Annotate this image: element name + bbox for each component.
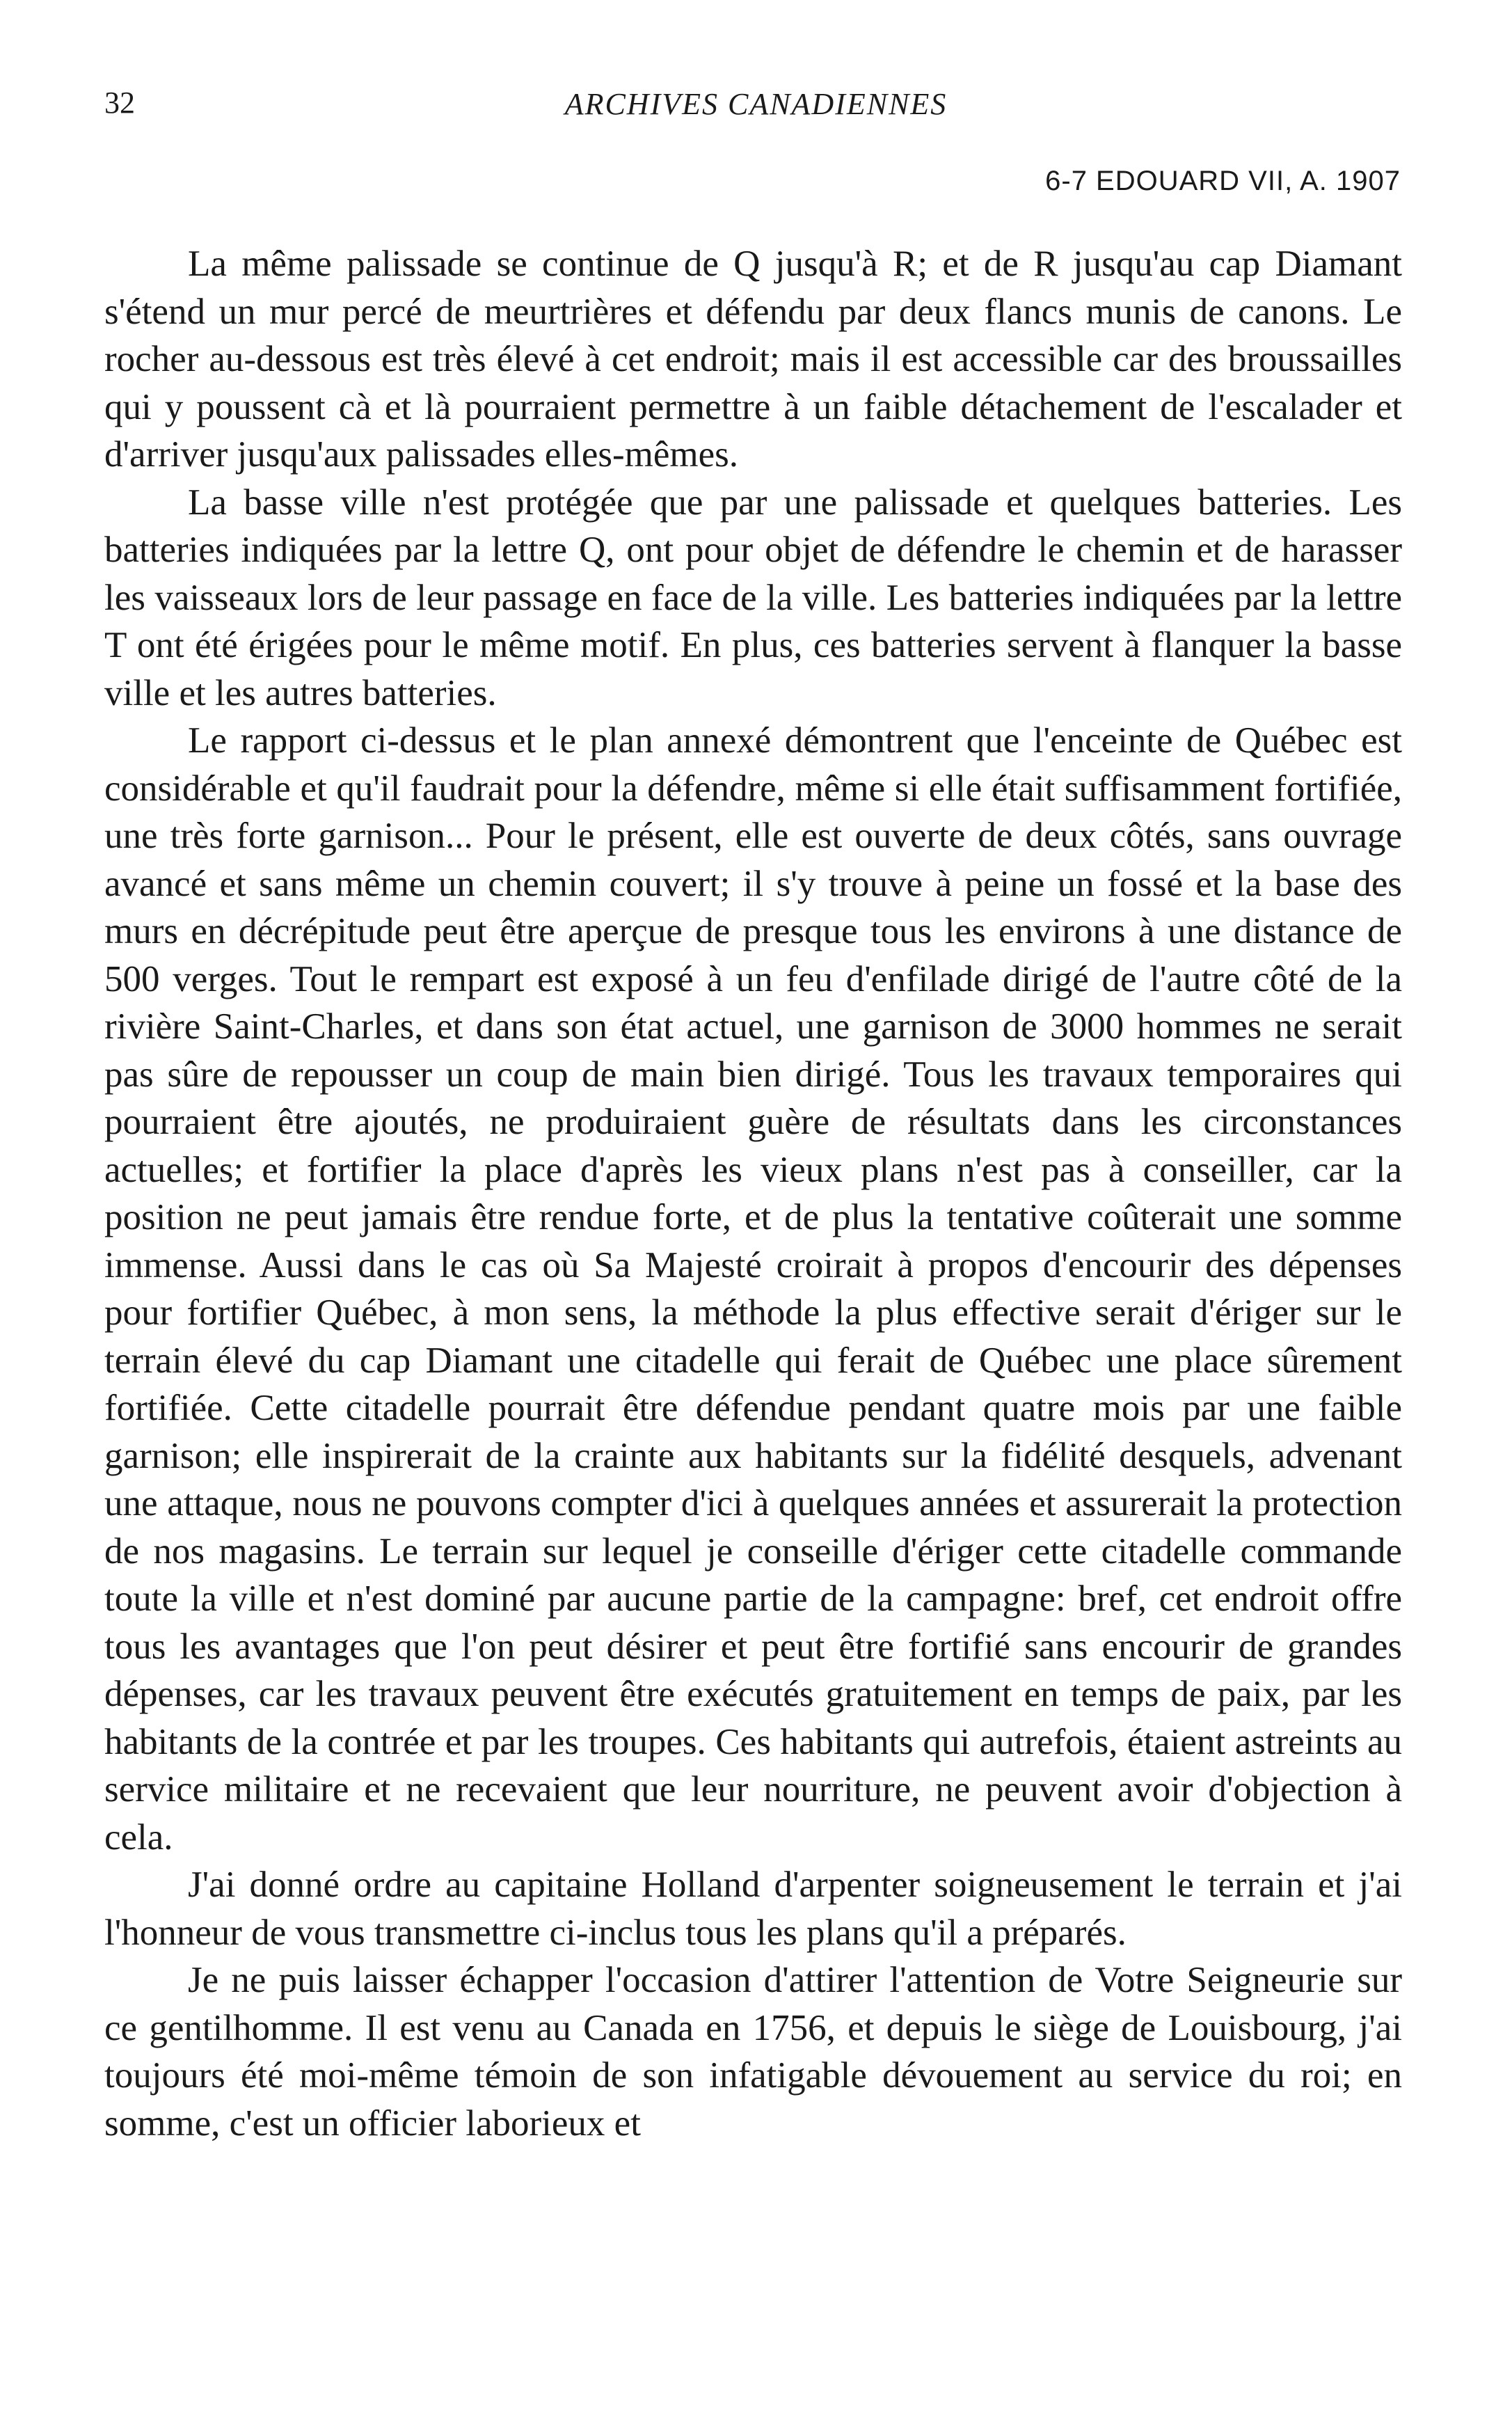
paragraph-basse-ville: La basse ville n'est protégée que par une palissade et quelques batteries. Les batteries indiquées par la lettre Q, ont pour objet de défendre le chemin et de harasser les vaisseaux lors de leur passage en face de la ville. Les batteries indiquées par la lettre T ont été érigées pour le même motif. En plus, ces batteries servent à flanquer la basse ville et les autres batteries. xyxy=(104,482,1402,713)
paragraph-gentilhomme: Je ne puis laisser échapper l'occasion d'attirer l'attention de Votre Seigneurie sur ce gentilhomme. Il est venu au Canada en 1756, et depuis le siège de Louisbourg, j'ai toujours été moi-même témoin de son infatigable dévouement au service du roi; en somme, c'est un officier laborieux et xyxy=(104,1960,1402,2144)
session-reference: 6-7 EDOUARD VII, A. 1907 xyxy=(1045,166,1401,196)
paragraph-holland: J'ai donné ordre au capitaine Holland d'arpenter soigneusement le terrain et j'ai l'honneur de vous transmettre ci-inclus tous les plans qu'il a préparés. xyxy=(104,1865,1402,1953)
paragraph-rapport: Le rapport ci-dessus et le plan annexé démontrent que l'enceinte de Québec est considérable et qu'il faudrait pour la défendre, même si elle était suffisamment fortifiée, une très forte garnison... Pour le présent, elle est ouverte de deux côtés, sans ouvrage avancé et sans même un chemin couvert; il s'y trouve à peine un fossé et la base des murs en décrépitude peut être aperçue de presque tous les environs à une distance de 500 verges. Tout le rempart est exposé à un feu d'enfilade dirigé de l'autre côté de la rivière Saint-Charles, et dans son état actuel, une garnison de 3000 hommes ne serait pas sûre de repousser un coup de main bien dirigé. Tous les travaux temporaires qui pourraient être ajoutés, ne produiraient guère de résultats dans les circonstances actuelles; et fortifier la place d'après les vieux plans n'est pas à conseiller, car la position ne peut jamais être rendue forte, et de plus la tentative coûterait une somme immense. Aussi dans le cas où Sa Majesté croirait à propos d'encourir des dépenses pour fortifier Québec, à mon sens, la méthode la plus effective serait d'ériger sur le terrain élevé du cap Diamant une citadelle qui ferait de Québec une place sûrement fortifiée. Cette citadelle pourrait être défendue pendant quatre mois par une faible garnison; elle inspirerait de la crainte aux habitants sur la fidélité desquels, advenant une attaque, nous ne pouvons compter d'ici à quelques années et assurerait la protection de nos magasins. Le terrain sur lequel je conseille d'ériger cette citadelle commande toute la ville et n'est dominé par aucune partie de la campagne: bref, cet endroit offre tous les avantages que l'on peut désirer et peut être fortifié sans encourir de grandes dépenses, car les travaux peuvent être exécutés gratuitement en temps de paix, par les habitants de la contrée et par les troupes. Ces habitants qui autrefois, étaient astreints au service militaire et ne recevaient que leur nourriture, ne peuvent avoir d'objection à cela. xyxy=(104,720,1402,1858)
paragraph-palissade: La même palissade se continue de Q jusqu'à R; et de R jusqu'au cap Diamant s'étend un mur percé de meurtrières et défendu par deux flancs munis de canons. Le rocher au-dessous est très élevé à cet endroit; mais il est accessible car des broussailles qui y poussent cà et là pourraient permettre à un faible détachement de l'escalader et d'arriver jusqu'aux palissades elles-mêmes. xyxy=(104,244,1402,475)
body-text xyxy=(104,240,1402,2147)
page-number: 32 xyxy=(104,86,135,120)
running-title: ARCHIVES CANADIENNES xyxy=(564,87,948,121)
